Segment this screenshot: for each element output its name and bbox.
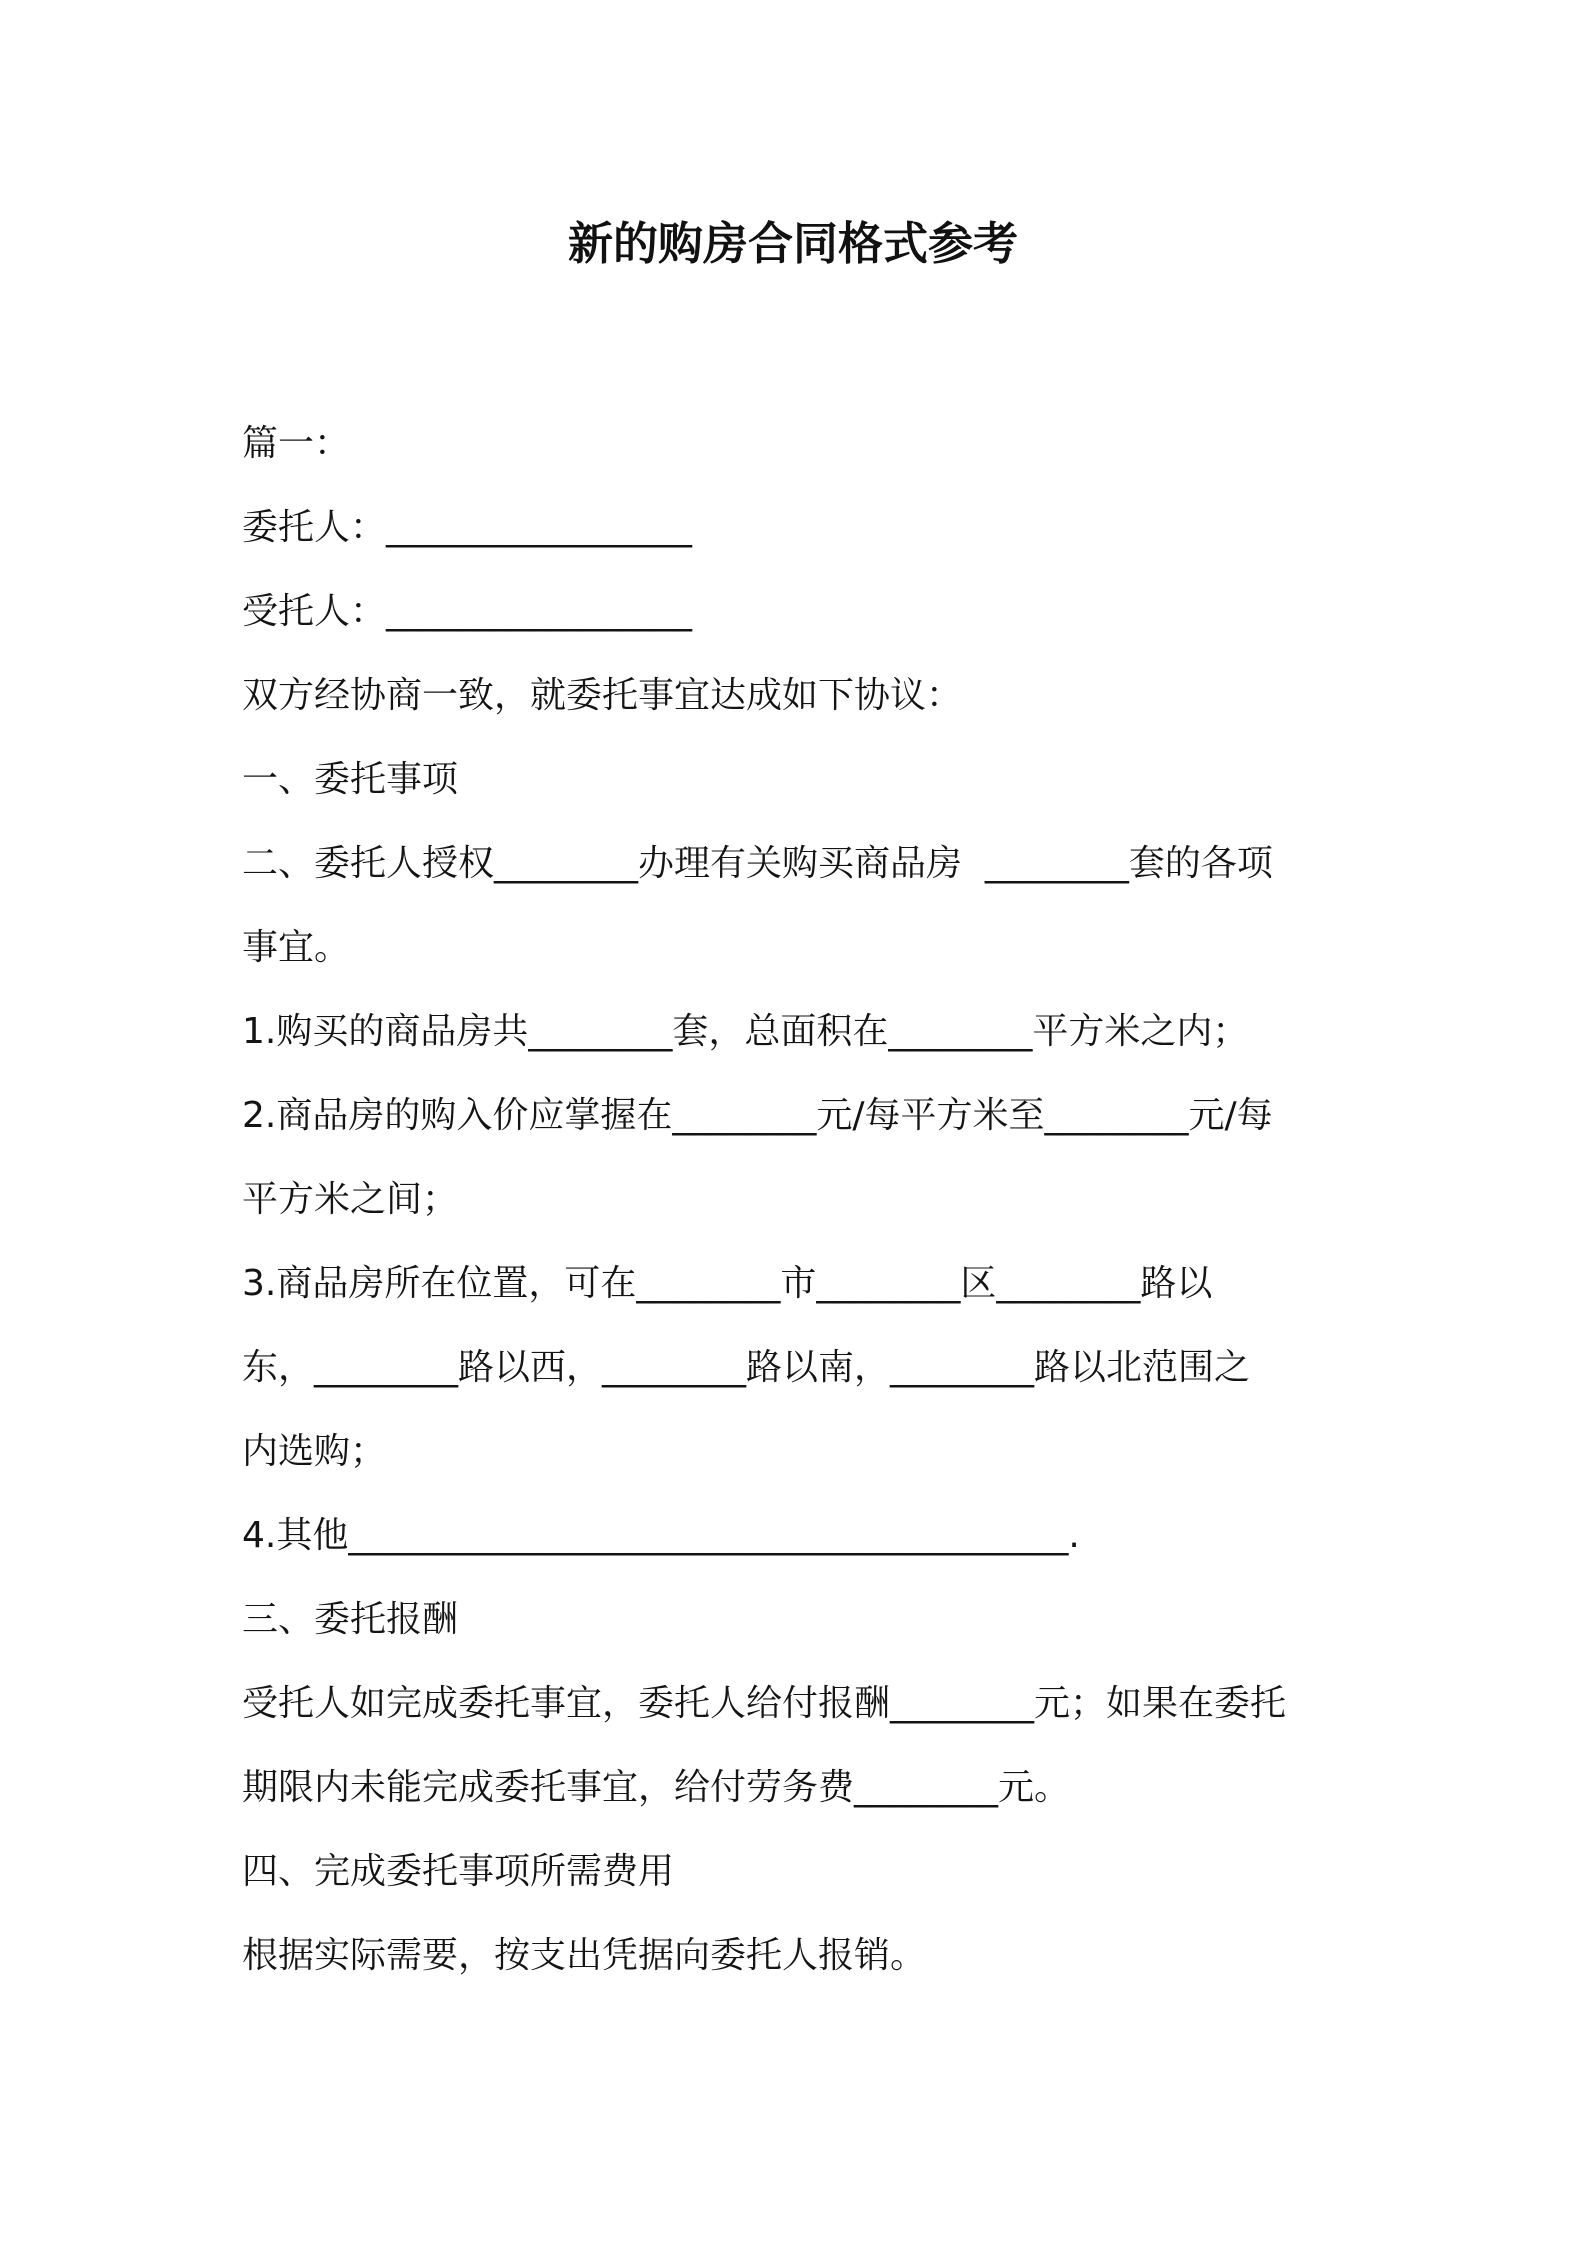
item-1: 1.购买的商品房共________套，总面积在________平方米之内； xyxy=(242,1011,1249,1052)
item-3-line-2: 东，________路以西，________路以南，________路以北范围之 xyxy=(242,1347,1251,1388)
section-heading-part-one: 篇一： xyxy=(242,423,351,464)
item-4: 4.其他________________________________________. xyxy=(242,1515,1080,1556)
agreement-intro: 双方经协商一致，就委托事宜达成如下协议： xyxy=(242,675,963,716)
item-3-line-1: 3.商品房所在位置，可在________市________区________路以 xyxy=(242,1263,1213,1304)
document-body xyxy=(242,402,1362,1998)
clause-2-line-2: 事宜。 xyxy=(242,927,351,968)
expenses-line: 根据实际需要，按支出凭据向委托人报销。 xyxy=(242,1935,927,1976)
clause-heading-4: 四、完成委托事项所需费用 xyxy=(242,1851,675,1892)
clause-heading-3: 三、委托报酬 xyxy=(242,1599,459,1640)
document-title: 新的购房合同格式参考 xyxy=(567,217,1018,270)
agent-field: 受托人：_________________ xyxy=(242,591,693,632)
item-2-line-1: 2.商品房的购入价应掌握在________元/每平方米至________元/每 xyxy=(242,1095,1273,1136)
item-2-line-2: 平方米之间； xyxy=(242,1179,459,1220)
item-3-line-3: 内选购； xyxy=(242,1431,387,1472)
clause-heading-1: 一、委托事项 xyxy=(242,759,459,800)
remuneration-line-2: 期限内未能完成委托事宜，给付劳务费________元。 xyxy=(242,1767,1071,1808)
remuneration-line-1: 受托人如完成委托事宜，委托人给付报酬________元；如果在委托 xyxy=(242,1683,1287,1724)
clause-2-line-1: 二、委托人授权________办理有关购买商品房 ________套的各项 xyxy=(242,843,1273,884)
principal-field: 委托人：_________________ xyxy=(242,507,693,548)
